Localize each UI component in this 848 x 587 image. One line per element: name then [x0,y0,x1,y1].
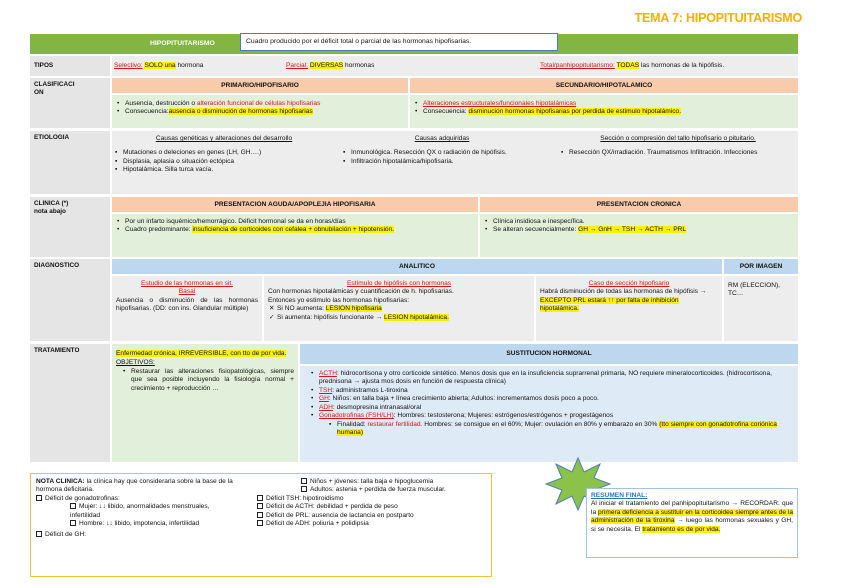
checkbox-icon [70,520,76,526]
nota-item: Niños + jóvenes: talla baja e hipoglucemia [301,478,489,486]
row-label-clinica: CLINICA (*) nota abajo [30,197,110,257]
seccion-cell: Caso de sección hipofisario Habrá disminución de todas las hormonas de hipófisis → EXCEPTO PRL estará ↑↑ por falta de inhibición hipotalámica. [536,276,722,341]
etiologia-col3: Sección o compresión del tallo hipofisario o pituitario. ▪ Resección QX/irradiación. Traumatismos Infiltración. Infecciones [560,135,796,158]
page-title: TEMA 7: HIPOPITUITARISMO [634,11,802,25]
etiologia-col1: Causas genéticas y alteraciones del desarrollo ▪ Mutaciones o deleciones en genes (LH, GH….) ▪ Displasia, aplasia o situación ectópica ▪ Hipotalámica. Silla turca vacía. [114,135,334,175]
etiologia-item: ▪ Resección QX/irradiación. Traumatismos Infiltración. Infecciones [560,149,796,157]
etiologia-item: ▪ Displasia, aplasia o situación ectópica [114,158,334,166]
etiologia-item: ▪ Mutaciones o deleciones en genes (LH, GH….) [114,149,334,157]
row-label-diagnostico: DIAGNOSTICO [30,259,110,341]
tratamiento-left: Enfermedad crónica, IRREVERSIBLE, con tto de por vida. OBJETIVOS: • Restaurar las alteraciones fisiopatológicas, siempre que sea posible incluyendo la fisiología normal + crecimiento + reproducción … [112,344,298,462]
tipos-total: Total/panhipopituitarismo: TODAS las hormonas de la hipófisis. [540,62,725,69]
secundario-header: SECUNDARIO/HIPOTALAMICO [410,78,798,93]
header-label-text: HIPOPITUITARISMO [150,40,215,47]
row-label-clasificacion: CLASIFICACION [30,78,110,128]
primario-body: • Ausencia, destrucción o alteración funcional de células hipofisarias • Consecuencia:ausencia o disminución de hormonas hipofisarias [112,95,408,128]
nota-item: Déficit de PRL: ausencia de lactancia en postparto [257,512,489,520]
etiologia-col2: Causas adquiridas ▪ Inmunológica. Resección QX o radiación de hipófisis. ▪ Infiltración hipotalámica/hipofisaria. [342,135,542,166]
checkbox-icon [257,512,263,518]
row-label-etiologia: ETIOLOGIA [30,131,110,194]
nota-clinica-box: NOTA CLINICA: la clínica hay que considerarla sobre la base de la hormona deficitaria. Déficit de gonadotrofinas: Mujer: ↓↓ libido, anormalidades menstruales, infertilidad Hombre: ↓↓ libido, impotencia, infertilidad Déficit de GH: Niños + jóvenes: talla baja e hipoglucemia Adultos: astenia + perdida de fuerza muscular. Déficit TSH: hipotiroidismo Déficit de ACTH: debilidad + perdida de peso Déficit de PRL: ausencia de lactancia en postparto Déficit de ADH: poliuria + polidipsia [30,473,492,577]
checkbox-icon [301,486,307,492]
tipos-parcial: Parcial: DIVERSAS hormonas [286,62,375,69]
row-label-tipos: TIPOS [30,56,110,76]
checkbox-icon [257,495,263,501]
checkbox-icon [257,503,263,509]
checkbox-icon [36,531,42,537]
checkbox-icon [301,478,307,484]
checkbox-icon [36,495,42,501]
nota-item: Déficit de GH: [36,531,256,539]
estimulo-cell: Estímulo de hipófisis con hormonas Con hormonas hipotalámicas y cuantificación de h. hipofisarias. Entonces yo estimulo las hormonas hipofisarias: ✕ Si NO aumenta: LESION hipofisaria ✓ Si aumenta: hipófisis funcionante → LESION hipotalámica. [264,276,534,341]
etiologia-item: ▪ Hipotalámica. Silla turca vacía. [114,166,334,174]
nota-item: Déficit de ADH: poliuria + polidipsia [257,520,489,528]
nota-item: Déficit de gonadotrofinas: [36,495,256,503]
cronica-header: PRESENTACION CRONICA [480,197,798,212]
etiologia-item: ▪ Infiltración hipotalámica/hipofisaria. [342,158,542,166]
resumen-box: RESUMEN FINAL: Al iniciar el tratamiento del panhipopituitarismo → RECORDAR: que la primera deficiencia a sustituir en la corticoidea siempre antes de la administración de la tiroxina → luego las hormonas sexuales y GH, si se necesita. El tratamiento es de por vida. [586,488,798,558]
imagen-cell: RM (ELECCION), TC… [724,276,798,341]
tipos-selectivo: Selectivo: SOLO una hormona [114,62,204,69]
nota-item: Déficit TSH: hipotiroidismo [257,495,489,503]
sustitucion-header: SUSTITUCION HORMONAL [300,344,798,364]
definition-box: Cuadro producido por el déficit total o parcial de las hormonas hipofisarias. [240,33,558,51]
nota-item: Hombre: ↓↓ libido, impotencia, infertilidad [70,520,230,528]
basal-cell: Estudio de las hormonas en sit. Basal Ausencia o disminución de las hormonas hipofisarias. (DD: con ins. Glandular múltiple) [112,276,262,341]
aguda-body: • Por un infarto isquémico/hemorrágico. Déficit hormonal se da en horas/días • Cuadro predominante: insuficiencia de corticoides con cefalea + obnubilación + hipotensión. [112,214,478,257]
sustitucion-body: • ACTH: hidrocortisona y otro corticoide sintético. Menos dosis que en la insuficiencia suprarrenal primaria, NO requiere mineralocorticoides. (hidrocortisona, prednisona → ajusta mos dosis en función de respuesta clínica) • TSH: administramos L-tiroxina • GH: Niños: en talla baja + línea crecimiento abierta; Adultos: incrementamos dosis poco a poco. • ADH: desmopresina intranasal/oral • Gonadotrofinas (FSH/LH): Hombres: testosterona; Mujeres: estrógenos/estrógenos + progestágenos ▪ Finalidad: restaurar fertilidad. Hombres: se consigue en el 60%; Mujer: ovulación en 80% y embarazo en 30% (tto siempre con gonadotrofina coriónica humana) [300,366,798,462]
etiologia-item: ▪ Inmunológica. Resección QX o radiación de hipófisis. [342,149,542,157]
nota-item: Déficit de ACTH: debilidad + perdida de peso [257,503,489,511]
checkbox-icon [257,520,263,526]
aguda-header: PRESENTACION AGUDA/APOPLEJIA HIPOFISARIA [112,197,478,212]
secundario-body: • Alteraciones estructurales/funcionales hipotalámicas • Consecuencia: disminución hormonas hipofisarias por perdida de estimulo hipotalámico. [410,95,798,128]
imagen-header: POR IMAGEN [724,259,798,274]
row-label-tratamiento: TRATAMIENTO [30,344,110,462]
nota-item: Adultos: astenia + perdida de fuerza muscular. [301,486,451,494]
checkbox-icon [70,503,76,509]
nota-item: Mujer: ↓↓ libido, anormalidades menstruales, infertilidad [70,503,210,519]
analitico-header: ANALITICO [112,259,722,274]
primario-header: PRIMARIO/HIPOFISARIO [112,78,408,93]
cronica-body: • Clínica insidiosa e inespecífica. • Se alteran secuencialmente: GH → GnH → TSH → ACTH → PRL [480,214,798,257]
